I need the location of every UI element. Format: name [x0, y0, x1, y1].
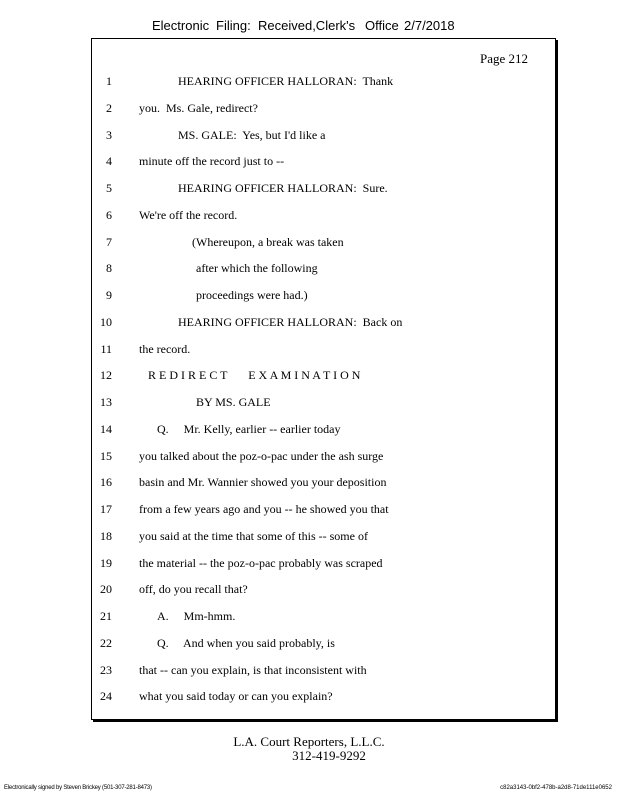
transcript-line: [0, 261, 560, 281]
transcript-line: [0, 502, 560, 522]
line-number: 6: [106, 207, 112, 222]
line-text: what you said today or can you explain?: [139, 689, 333, 704]
line-number: 12: [100, 368, 112, 383]
line-number: 14: [100, 421, 112, 436]
line-number: 22: [100, 635, 112, 650]
transcript-line: [0, 556, 560, 576]
transcript-line: [0, 449, 560, 469]
line-text: you. Ms. Gale, redirect?: [139, 100, 258, 115]
line-number: 3: [106, 127, 112, 142]
transcript-line: [0, 582, 560, 602]
line-text: that -- can you explain, is that inconsistent with: [139, 662, 367, 677]
line-number: 8: [106, 261, 112, 276]
line-text: Q. Mr. Kelly, earlier -- earlier today: [157, 421, 341, 436]
transcript-line: [0, 288, 560, 308]
line-number: 21: [100, 609, 112, 623]
transcript-line: [0, 154, 560, 174]
line-number: 13: [100, 395, 112, 409]
transcript-line: [0, 101, 560, 121]
e-signature: Electronically signed by Steven Brickey (501-307-281-8473): [4, 785, 152, 791]
header-filing: Filing:: [216, 18, 251, 33]
line-number: 20: [100, 582, 112, 597]
line-number: 16: [100, 475, 112, 490]
line-text: you talked about the poz-o-pac under the ash surge: [139, 448, 384, 463]
line-text: We're off the record.: [139, 207, 238, 222]
line-number: 18: [100, 528, 112, 543]
transcript-line: [0, 689, 560, 709]
line-text: minute off the record just to --: [139, 154, 285, 169]
transcript-line: [0, 208, 560, 228]
line-number: 17: [100, 502, 112, 516]
line-text: BY MS. GALE: [196, 395, 271, 409]
transcript-line: [0, 315, 560, 335]
transcript-line: [0, 529, 560, 549]
line-text: HEARING OFFICER HALLORAN: Back on: [178, 314, 403, 329]
header-electronic: Electronic: [152, 18, 210, 33]
line-number: 15: [100, 448, 112, 463]
line-text: the record.: [139, 341, 191, 356]
line-number: 5: [106, 181, 112, 195]
header-office: Office: [365, 18, 399, 33]
transcript-line: [0, 128, 560, 148]
line-number: 4: [106, 154, 112, 169]
line-number: 1: [106, 74, 112, 88]
transcript-line: [0, 74, 560, 94]
line-number: 2: [106, 100, 112, 115]
line-text: after which the following: [196, 261, 318, 276]
document-hash: c82a3143-0bf2-478b-a2d8-71de111e0652: [500, 785, 612, 791]
line-text: MS. GALE: Yes, but I'd like a: [178, 127, 326, 142]
header-received: Received,Clerk's: [258, 18, 356, 33]
line-number: 9: [106, 288, 112, 302]
line-text: proceedings were had.): [196, 288, 308, 302]
transcript-line: [0, 609, 560, 629]
line-text: R E D I R E C T E X A M I N A T I O N: [148, 368, 361, 383]
line-text: (Whereupon, a break was taken: [192, 234, 344, 249]
transcript-line: [0, 235, 560, 255]
line-number: 11: [100, 341, 112, 356]
transcript-line: [0, 475, 560, 495]
header-date: 2/7/2018: [404, 18, 455, 33]
line-number: 24: [100, 689, 112, 704]
filing-header: [0, 18, 618, 38]
transcript-line: [0, 395, 560, 415]
line-number: 7: [106, 234, 112, 249]
line-number: 23: [100, 662, 112, 677]
transcript-line: [0, 663, 560, 683]
line-text: Q. And when you said probably, is: [157, 635, 335, 650]
line-text: you said at the time that some of this -- some of: [139, 528, 368, 543]
footer-phone: 312-419-9292: [292, 748, 366, 763]
line-number: 19: [100, 555, 112, 570]
transcript-line: [0, 422, 560, 442]
line-text: basin and Mr. Wannier showed you your deposition: [139, 475, 387, 490]
line-text: from a few years ago and you -- he showed you that: [139, 502, 389, 516]
page-number: Page 212: [480, 51, 529, 66]
line-text: A. Mm-hmm.: [157, 609, 236, 623]
transcript-line: [0, 342, 560, 362]
transcript-line: [0, 368, 560, 388]
footer-company: L.A. Court Reporters, L.L.C.: [233, 734, 385, 749]
transcript-line: [0, 636, 560, 656]
line-text: HEARING OFFICER HALLORAN: Thank: [178, 74, 394, 88]
line-text: off, do you recall that?: [139, 582, 248, 597]
transcript-line: [0, 181, 560, 201]
line-text: the material -- the poz-o-pac probably was scraped: [139, 555, 383, 570]
line-number: 10: [100, 314, 112, 329]
line-text: HEARING OFFICER HALLORAN: Sure.: [178, 181, 388, 195]
